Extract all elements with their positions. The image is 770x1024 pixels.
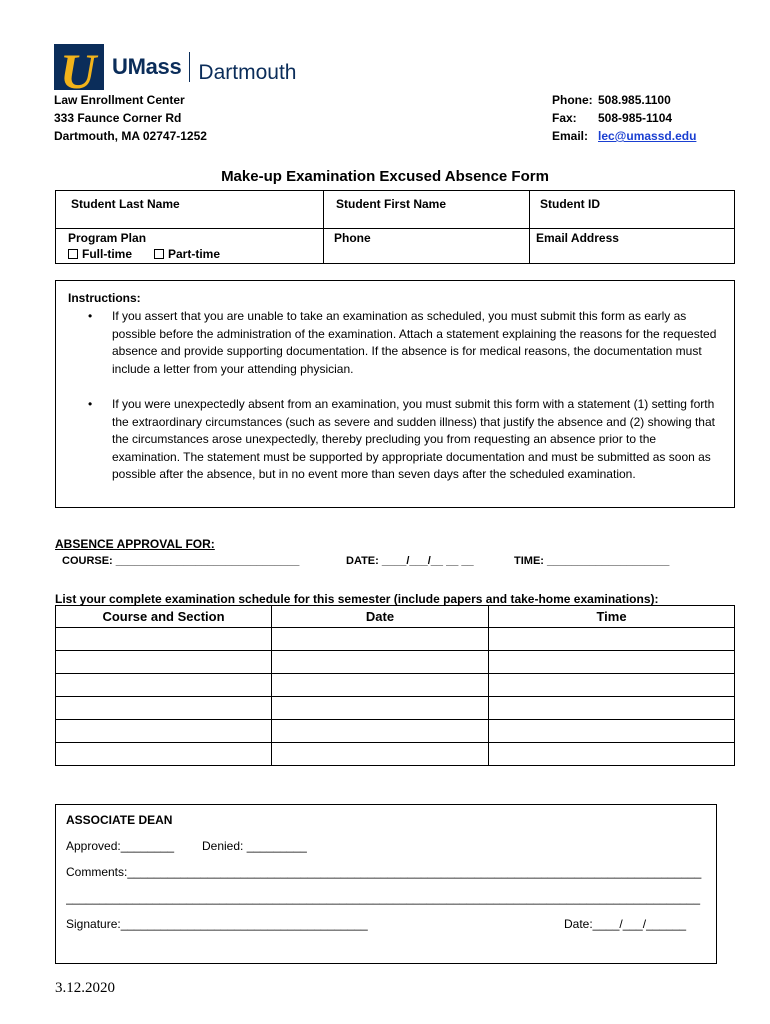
date-cell[interactable] xyxy=(272,651,489,674)
form-title: Make-up Examination Excused Absence Form xyxy=(221,168,549,185)
list-item xyxy=(68,308,722,378)
table-row xyxy=(56,628,735,651)
instruction-text: If you were unexpectedly absent from an examination, you must submit this form with a statement (1) setting forth the extraordinary circumstances (such as severe and sudden illness) that justify the absence and (2) showing that the circumstances arose unexpectedly, thereby precluding you from requesting an absence prior to the examination. The statement must be supported by appropriate documentation and must be submitted as soon as possible after the absence, but in no event more than seven days after the scheduled examination. xyxy=(112,397,715,481)
student-last-name-field[interactable]: Student Last Name xyxy=(71,197,180,211)
bullet-icon: • xyxy=(88,309,93,323)
time-cell[interactable] xyxy=(489,674,735,697)
date-cell[interactable] xyxy=(272,743,489,766)
email-link[interactable]: lec@umassd.edu xyxy=(598,129,697,143)
instructions-box xyxy=(55,280,735,508)
schedule-label: List your complete examination schedule for this semester (include papers and take-home examinations): xyxy=(55,592,659,606)
phone-label: Phone: xyxy=(552,93,593,107)
course-field[interactable]: COURSE: ______________________________ xyxy=(62,555,300,567)
instruction-text: If you assert that you are unable to take an examination as scheduled, you must submit this form as early as possible before the administration of the examination. Attach a statement explaining the reasons for the requested absence and provide supporting documentation. If the absence is for medical reasons, the documentation must include a letter from your attending physician. xyxy=(112,309,717,376)
date-field[interactable]: DATE: ____/___/__ __ __ xyxy=(346,555,474,567)
address-line: 333 Faunce Corner Rd xyxy=(54,111,182,125)
associate-dean-box xyxy=(55,804,717,964)
address-line: Dartmouth, MA 02747-1252 xyxy=(54,129,207,143)
program-plan-label: Program Plan xyxy=(68,231,147,245)
time-cell[interactable] xyxy=(489,651,735,674)
dean-title: ASSOCIATE DEAN xyxy=(66,813,173,827)
address-block xyxy=(54,91,207,145)
course-cell[interactable] xyxy=(56,674,272,697)
fax-number: 508-985-1104 xyxy=(598,111,673,125)
logo-divider xyxy=(189,52,190,82)
table-row xyxy=(56,697,735,720)
email-field[interactable]: Email Address xyxy=(536,231,619,245)
phone-field[interactable]: Phone xyxy=(334,231,371,245)
course-cell[interactable] xyxy=(56,743,272,766)
instructions-list xyxy=(68,308,722,484)
table-row xyxy=(56,651,735,674)
contact-block xyxy=(552,91,696,145)
address-line: Law Enrollment Center xyxy=(54,93,185,107)
column-header: Time xyxy=(489,606,735,628)
comments-field[interactable]: Comments:______________________________________________________________________________________ xyxy=(66,865,702,879)
umass-u-icon: U xyxy=(54,44,104,90)
course-cell[interactable] xyxy=(56,651,272,674)
table-divider xyxy=(323,191,324,263)
course-cell[interactable] xyxy=(56,628,272,651)
full-time-option[interactable] xyxy=(68,247,132,261)
umass-dartmouth-logo xyxy=(54,44,296,90)
table-row xyxy=(56,674,735,697)
course-cell[interactable] xyxy=(56,697,272,720)
course-cell[interactable] xyxy=(56,720,272,743)
date-cell[interactable] xyxy=(272,697,489,720)
time-cell[interactable] xyxy=(489,628,735,651)
fax-label: Fax: xyxy=(552,111,577,125)
checkbox-icon[interactable] xyxy=(154,249,164,259)
table-row xyxy=(56,720,735,743)
date-cell[interactable] xyxy=(272,628,489,651)
time-cell[interactable] xyxy=(489,697,735,720)
bullet-icon: • xyxy=(88,397,93,411)
date-cell[interactable] xyxy=(272,674,489,697)
date-cell[interactable] xyxy=(272,720,489,743)
student-info-table xyxy=(55,190,735,264)
table-divider xyxy=(529,191,530,263)
signature-field[interactable]: Signature:_____________________________________ xyxy=(66,917,368,931)
checkbox-icon[interactable] xyxy=(68,249,78,259)
email-label: Email: xyxy=(552,129,589,143)
full-time-label: Full-time xyxy=(82,247,132,261)
time-cell[interactable] xyxy=(489,720,735,743)
column-header: Date xyxy=(272,606,489,628)
table-header-row xyxy=(56,606,735,628)
absence-approval-heading: ABSENCE APPROVAL FOR: xyxy=(55,537,215,551)
revision-date: 3.12.2020 xyxy=(55,980,115,996)
comments-line[interactable]: _______________________________________________________________________________________________ xyxy=(66,891,701,905)
exam-schedule-table xyxy=(55,605,735,766)
student-id-field[interactable]: Student ID xyxy=(540,197,600,211)
column-header: Course and Section xyxy=(56,606,272,628)
time-cell[interactable] xyxy=(489,743,735,766)
denied-field[interactable]: Denied: _________ xyxy=(202,839,307,853)
table-row xyxy=(56,743,735,766)
logo-brand: UMass xyxy=(112,54,182,79)
logo-campus: Dartmouth xyxy=(198,61,297,84)
approved-field[interactable]: Approved:________ xyxy=(66,839,175,853)
dean-date-field[interactable]: Date:____/___/______ xyxy=(564,917,687,931)
student-first-name-field[interactable]: Student First Name xyxy=(336,197,447,211)
list-item xyxy=(68,396,722,484)
absence-approval-fields xyxy=(62,555,702,571)
part-time-label: Part-time xyxy=(168,247,221,261)
table-divider xyxy=(56,228,734,229)
instructions-title: Instructions: xyxy=(68,291,141,305)
part-time-option[interactable] xyxy=(154,247,220,261)
time-field[interactable]: TIME: ____________________ xyxy=(514,555,670,567)
phone-number: 508.985.1100 xyxy=(598,93,671,107)
